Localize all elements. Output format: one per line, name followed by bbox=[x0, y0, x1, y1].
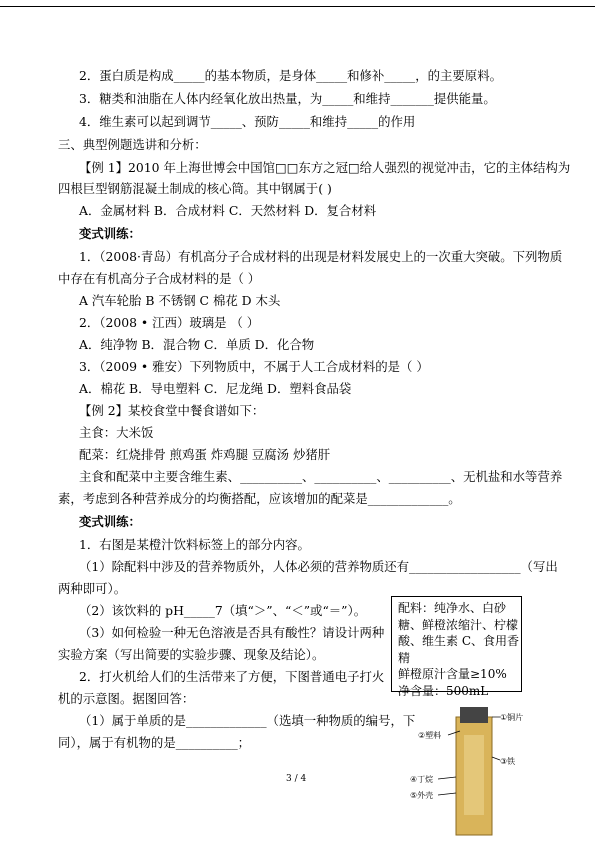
page-number: 3 / 4 bbox=[286, 774, 307, 784]
text-line: （1）除配料中涉及的营养物质外，人体必须的营养物质还有__________________（写出 bbox=[79, 559, 558, 574]
text-line: A．棉花 B．导电塑料 C．尼龙绳 D．塑料食品袋 bbox=[79, 381, 352, 396]
text-line: 主食和配菜中主要含维生素、__________、__________、__________、无机盐和水等营养 bbox=[79, 469, 563, 484]
text-line: 变式训练： bbox=[79, 514, 141, 529]
label-line: 配料：纯净水、白砂 bbox=[398, 601, 507, 615]
text-line: 4．维生素可以起到调节_____、预防_____和维持_____的作用 bbox=[79, 114, 416, 129]
text-line: 【例 1】2010 年上海世博会中国馆□□东方之冠□给人强烈的视觉冲击，它的主体结构为 bbox=[79, 160, 571, 175]
text-line: 2．打火机给人们的生活带来了方便，下图普通电子打火 bbox=[79, 669, 385, 684]
text-line: 中存在有机高分子合成材料的是（ ） bbox=[58, 271, 261, 286]
text-line: 变式训练： bbox=[79, 226, 141, 241]
label-line: 净含量：500mL bbox=[398, 683, 489, 698]
label-line: 糖、鲜橙浓缩汁、柠檬 bbox=[398, 617, 519, 632]
header-rule bbox=[0, 6, 595, 7]
text-line: 素，考虑到各种营养成分的均衡搭配，应该增加的配菜是_____________。 bbox=[58, 491, 461, 506]
label-line: 鲜橙原汁含量≥10% bbox=[398, 667, 507, 681]
text-line: 2．蛋白质是构成_____的基本物质，是身体_____和修补_____，的主要原料。 bbox=[79, 68, 502, 83]
text-line: A 汽车轮胎 B 不锈钢 C 棉花 D 木头 bbox=[79, 293, 281, 308]
figure-label: ⑤外壳 bbox=[410, 791, 434, 800]
text-line: A．纯净物 B．混合物 C．单质 D．化合物 bbox=[79, 337, 315, 352]
text-line: （2）该饮料的 pH_____7（填“＞”、“＜”或“＝”）。 bbox=[79, 603, 367, 618]
text-line: 四根巨型钢筋混凝土制成的核心筒。其中钢属于( ) bbox=[58, 181, 332, 196]
text-line: 【例 2】某校食堂中餐食谱如下： bbox=[79, 403, 265, 418]
text-line: 3．糖类和油脂在人体内经氧化放出热量，为_____和维持_______提供能量。 bbox=[79, 91, 496, 106]
figure-label: ④丁烷 bbox=[410, 775, 434, 784]
figure-label: ③铁 bbox=[500, 757, 516, 766]
text-line: （3）如何检验一种无色溶液是否具有酸性？请设计两种 bbox=[79, 625, 385, 640]
text-line: 实验方案（写出简要的实验步骤、现象及结论）。 bbox=[58, 647, 325, 662]
label-line: 精 bbox=[398, 650, 411, 665]
text-line: 三、典型例题选讲和分析： bbox=[58, 137, 207, 152]
text-line: 2．（2008 • 江西）玻璃是 （ ） bbox=[79, 315, 260, 330]
text-line: （1）属于单质的是_____________（选填一种物质的编号，下 bbox=[79, 713, 416, 728]
text-line: 配菜：红烧排骨 煎鸡蛋 炸鸡腿 豆腐汤 炒猪肝 bbox=[79, 447, 331, 462]
text-line: 主食：大米饭 bbox=[79, 425, 154, 440]
lighter-window bbox=[464, 735, 484, 815]
text-line: 1．右图是某橙汁饮料标签上的部分内容。 bbox=[79, 537, 310, 552]
text-line: 3．（2009 • 雅安）下列物质中，不属于人工合成材料的是（ ） bbox=[79, 359, 429, 374]
text-line: 1．（2008·青岛）有机高分子合成材料的出现是材料发展史上的一次重大突破。下列物质 bbox=[79, 249, 563, 264]
text-line: 两种即可）。 bbox=[58, 581, 127, 596]
text-line: 机的示意图。据图回答： bbox=[58, 691, 195, 706]
figure-label: ②塑料 bbox=[418, 731, 442, 740]
text-line: A．金属材料 B．合成材料 C．天然材料 D．复合材料 bbox=[79, 203, 377, 218]
figure-label: ①铜片 bbox=[500, 713, 524, 722]
lighter-figure bbox=[408, 705, 524, 835]
juice-label-box bbox=[391, 596, 522, 698]
label-line: 酸、维生素 C、食用香 bbox=[398, 634, 519, 648]
text-line: 同），属于有机物的是__________； bbox=[58, 735, 251, 750]
lighter-head bbox=[460, 707, 488, 723]
